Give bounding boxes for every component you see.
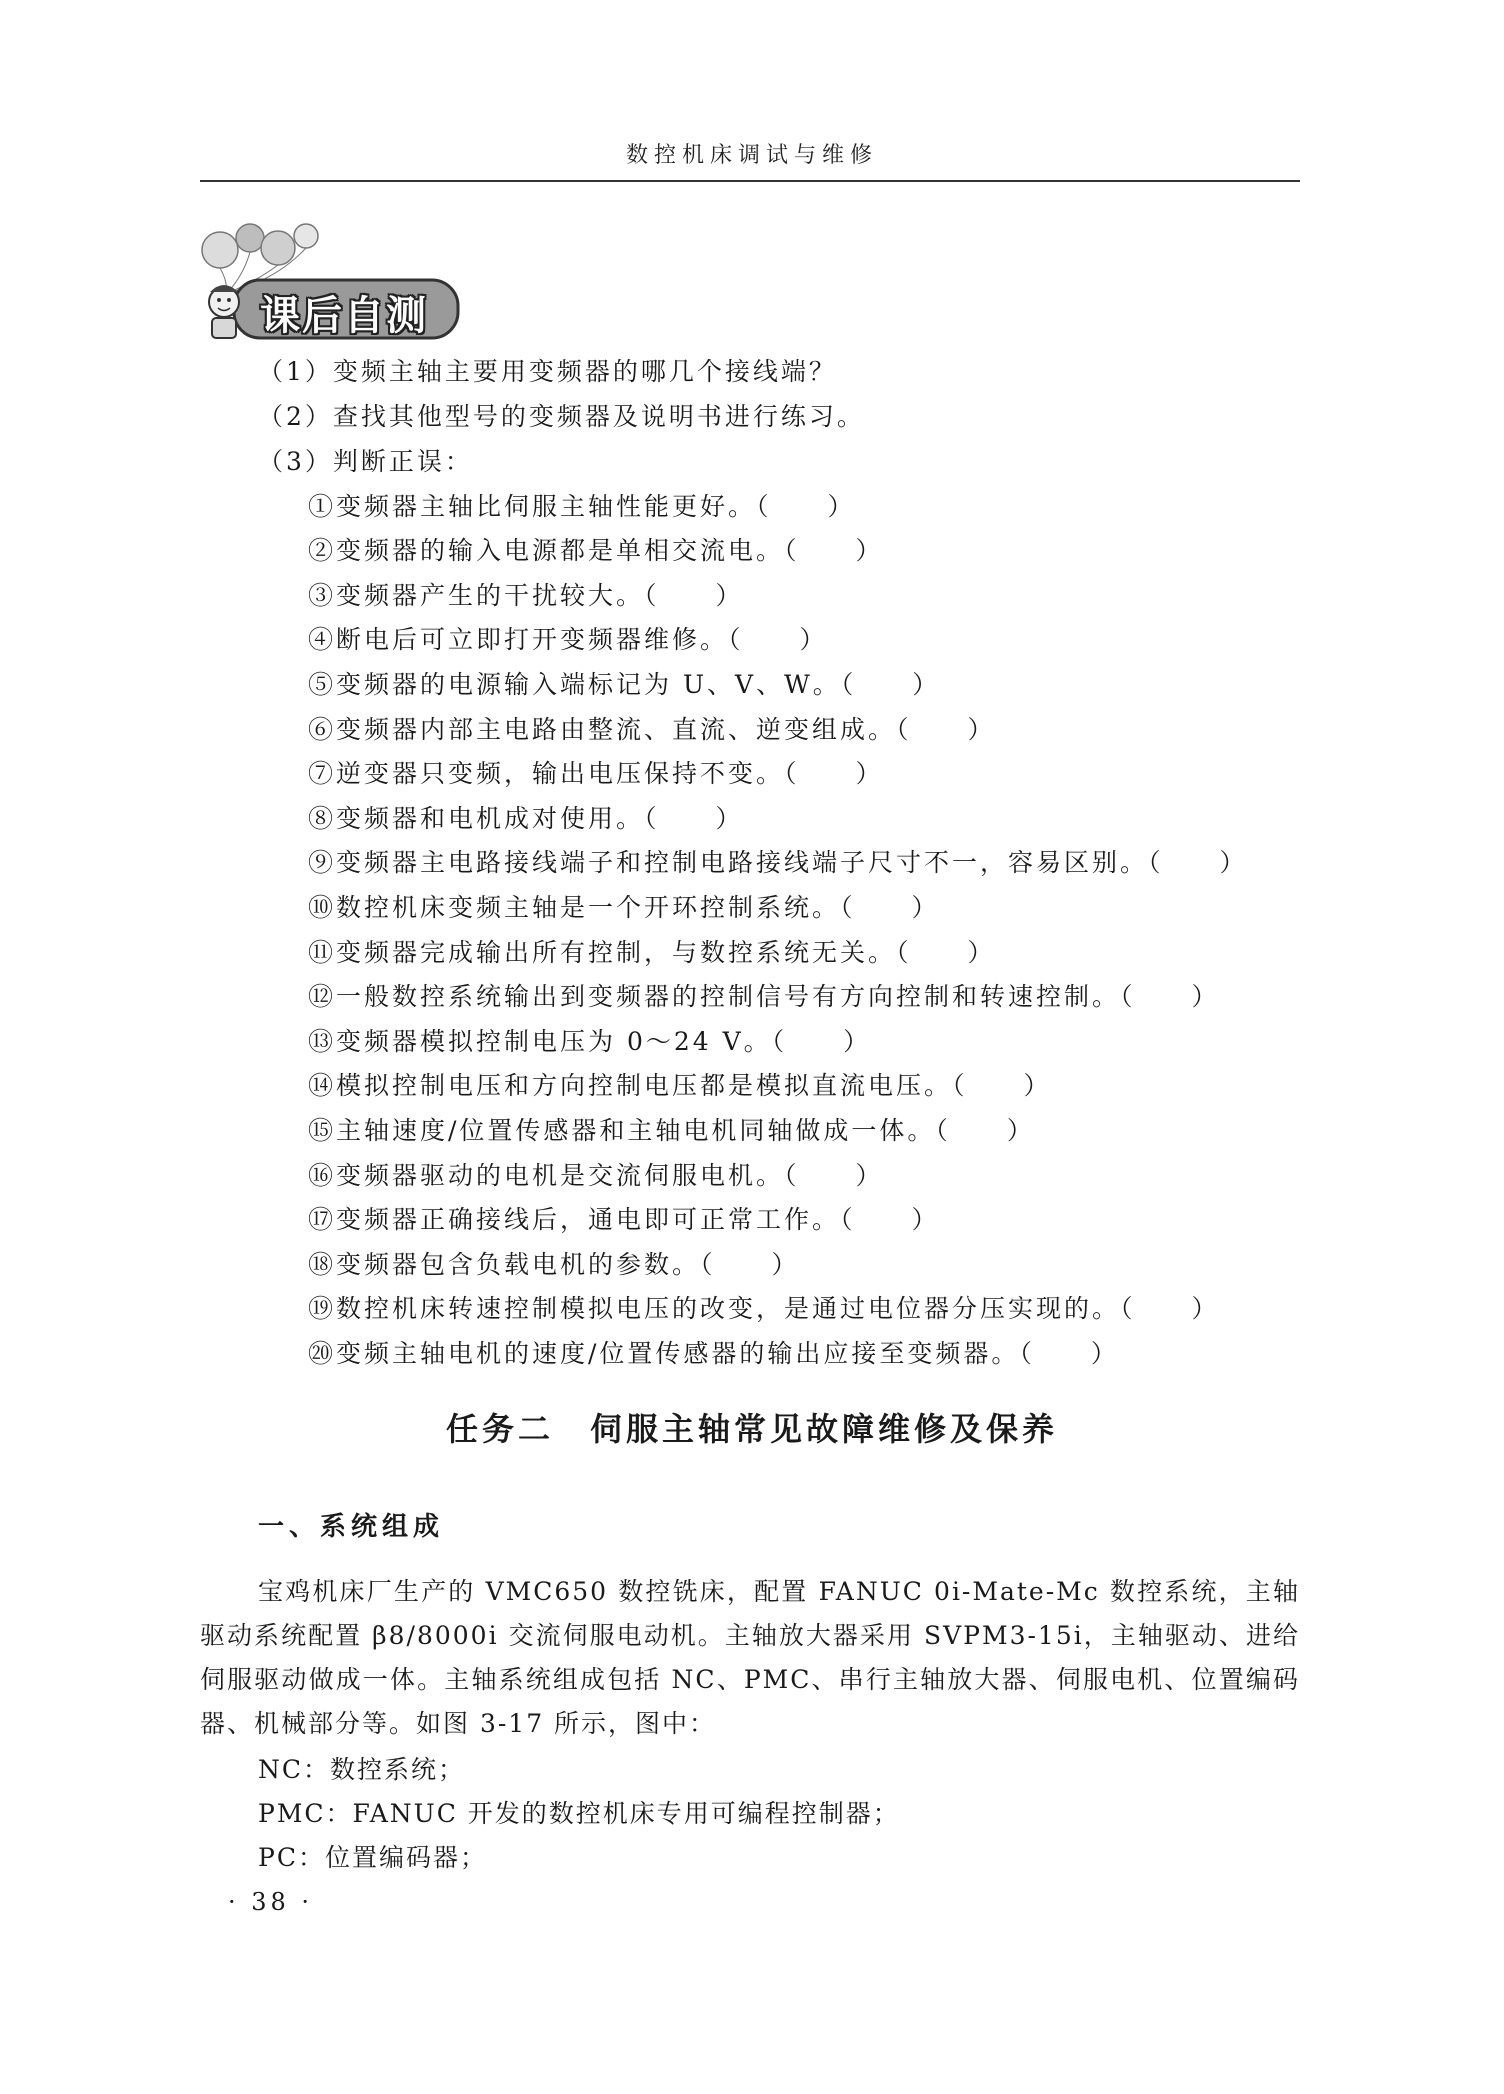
judgment-item-2: ②变频器的输入电源都是单相交流电。（ ） [308,536,884,565]
judgment-item-15: ⑮主轴速度/位置传感器和主轴电机同轴做成一体。（ ） [308,1116,1035,1145]
header-rule [200,180,1300,182]
definition-pmc: PMC：FANUC 开发的数控机床专用可编程控制器； [258,1799,900,1828]
judgment-item-12: ⑫一般数控系统输出到变频器的控制信号有方向控制和转速控制。（ ） [308,982,1220,1011]
question-2: （2）查找其他型号的变频器及说明书进行练习。 [258,402,865,431]
body-paragraph: 宝鸡机床厂生产的 VMC650 数控铣床，配置 FANUC 0i-Mate-Mc 数控系统，主轴驱动系统配置 β8/8000i 交流伺服电动机。主轴放大器采用 SVPM3-15i，主轴驱动、进给伺服驱动做成一体。主轴系统组成包括 NC、PMC、串行主轴放大器、伺服电机、位置编码器、机械部分等。如图 3-17 所示，图中： [200,1577,1300,1738]
page-number: · 38 · [228,1888,314,1916]
judgment-item-5: ⑤变频器的电源输入端标记为 U、V、W。（ ） [308,670,941,699]
definition-nc: NC：数控系统； [258,1755,466,1784]
judgment-item-13: ⑬变频器模拟控制电压为 0～24 V。（ ） [308,1027,872,1056]
definition-pc: PC：位置编码器； [258,1843,487,1872]
task-title: 任务二 伺服主轴常见故障维修及保养 [445,1410,1058,1448]
self-test-badge-label: 课后自测 [260,293,428,339]
judgment-item-7: ⑦逆变器只变频，输出电压保持不变。（ ） [308,759,884,788]
judgment-item-19: ⑲数控机床转速控制模拟电压的改变，是通过电位器分压实现的。（ ） [308,1294,1220,1323]
judgment-item-16: ⑯变频器驱动的电机是交流伺服电机。（ ） [308,1161,884,1190]
judgment-item-10: ⑩数控机床变频主轴是一个开环控制系统。（ ） [308,893,940,922]
judgment-item-11: ⑪变频器完成输出所有控制，与数控系统无关。（ ） [308,938,996,967]
judgment-item-8: ⑧变频器和电机成对使用。（ ） [308,804,744,833]
judgment-item-18: ⑱变频器包含负载电机的参数。（ ） [308,1250,800,1279]
judgment-item-6: ⑥变频器内部主电路由整流、直流、逆变组成。（ ） [308,715,996,744]
judgment-item-1: ①变频器主轴比伺服主轴性能更好。（ ） [308,492,856,521]
judgment-item-9: ⑨变频器主电路接线端子和控制电路接线端子尺寸不一，容易区别。（ ） [308,848,1248,877]
judgment-item-14: ⑭模拟控制电压和方向控制电压都是模拟直流电压。（ ） [308,1071,1052,1100]
section-heading: 一、系统组成 [258,1512,445,1542]
judgment-item-17: ⑰变频器正确接线后，通电即可正常工作。（ ） [308,1205,940,1234]
judgment-item-4: ④断电后可立即打开变频器维修。（ ） [308,625,828,654]
question-1: （1）变频主轴主要用变频器的哪几个接线端？ [258,357,837,386]
running-header: 数控机床调试与维修 [625,143,878,168]
judgment-item-20: ⑳变频主轴电机的速度/位置传感器的输出应接至变频器。（ ） [308,1339,1119,1368]
judgment-item-3: ③变频器产生的干扰较大。（ ） [308,581,744,610]
question-3: （3）判断正误： [258,447,473,476]
